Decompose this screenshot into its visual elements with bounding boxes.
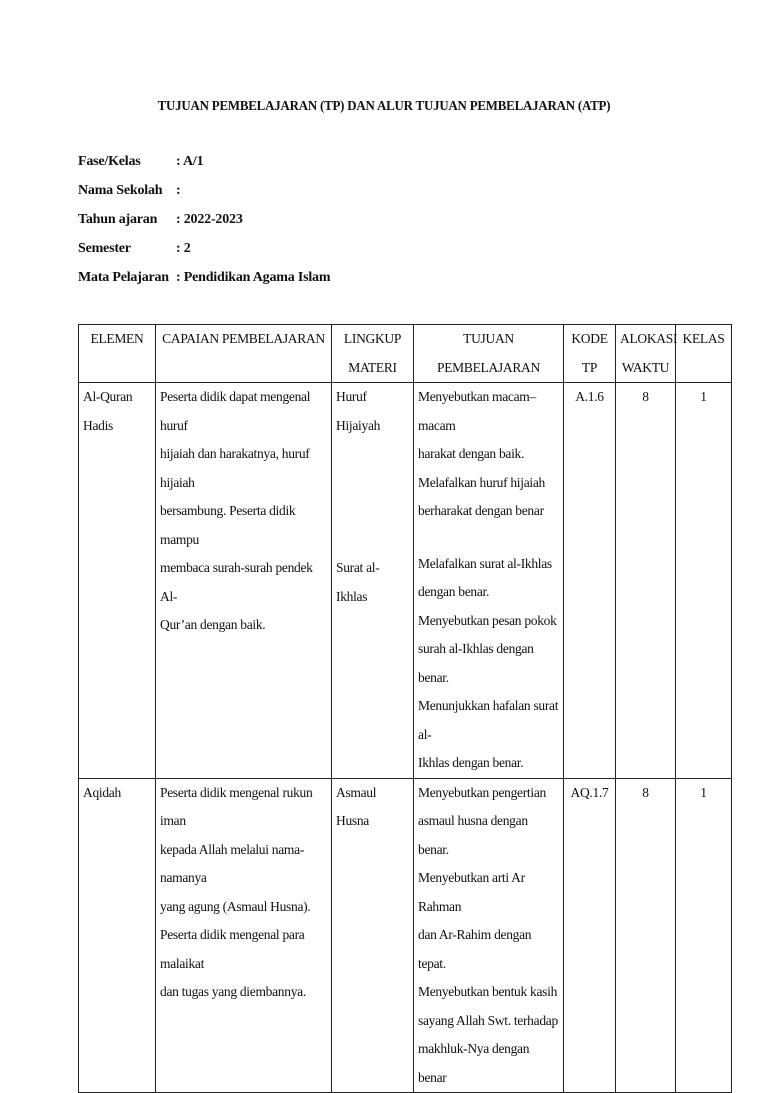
- cell-lingkup: Asmaul Husna: [332, 778, 414, 1093]
- meta-row-semester: [78, 241, 330, 270]
- cell-tujuan: Menyebutkan macam–macam harakat dengan baik. Melafalkan huruf hijaiah berharakat dengan benar Melafalkan surat al-Ikhlas dengan benar. Menyebutkan pesan pokok surah al-Ikhlas dengan benar. Menunjukkan hafalan surat al- Ikhlas dengan benar.: [414, 383, 564, 779]
- meta-label: Tahun ajaran: [78, 212, 158, 227]
- cell-alokasi: 8: [616, 778, 676, 1093]
- meta-label: Fase/Kelas: [78, 154, 141, 169]
- meta-label: Semester: [78, 241, 131, 256]
- meta-value: : Pendidikan Agama Islam: [176, 270, 331, 285]
- header-capaian: CAPAIAN PEMBELAJARAN: [156, 325, 332, 383]
- table-row: [79, 383, 732, 779]
- meta-row-mapel: [78, 270, 330, 299]
- header-kelas: KELAS: [676, 325, 732, 383]
- meta-value: : A/1: [176, 154, 204, 169]
- header-tujuan: TUJUAN PEMBELAJARAN: [414, 325, 564, 383]
- header-elemen: ELEMEN: [79, 325, 156, 383]
- cell-capaian: Peserta didik mengenal rukun iman kepada Allah melalui nama-namanya yang agung (Asmaul Husna). Peserta didik mengenal para malaikat dan tugas yang diembannya.: [156, 778, 332, 1093]
- cell-elemen: Al-Quran Hadis: [79, 383, 156, 779]
- identity-block: [78, 154, 330, 299]
- meta-row-tahun: [78, 212, 330, 241]
- cell-tujuan: Menyebutkan pengertian asmaul husna dengan benar. Menyebutkan arti Ar Rahman dan Ar-Rahim dengan tepat. Menyebutkan bentuk kasih sayang Allah Swt. terhadap makhluk-Nya dengan benar: [414, 778, 564, 1093]
- meta-value: : 2022-2023: [176, 212, 243, 227]
- meta-value: : 2: [176, 241, 191, 256]
- cell-alokasi: 8: [616, 383, 676, 779]
- table-header-row: [79, 325, 732, 383]
- cell-capaian: Peserta didik dapat mengenal huruf hijaiah dan harakatnya, huruf hijaiah bersambung. Peserta didik mampu membaca surah-surah pendek Al- Qur’an dengan baik.: [156, 383, 332, 779]
- atp-table: [78, 324, 732, 1093]
- header-kode: KODE TP: [564, 325, 616, 383]
- cell-lingkup: Huruf Hijaiyah Surat al-Ikhlas: [332, 383, 414, 779]
- meta-row-sekolah: [78, 183, 330, 212]
- header-alokasi: ALOKASI WAKTU: [616, 325, 676, 383]
- cell-elemen: Aqidah: [79, 778, 156, 1093]
- meta-value: :: [176, 183, 181, 198]
- cell-kelas: 1: [676, 778, 732, 1093]
- meta-row-fase: [78, 154, 330, 183]
- table-row: [79, 778, 732, 1093]
- cell-kode: A.1.6: [564, 383, 616, 779]
- header-lingkup: LINGKUP MATERI: [332, 325, 414, 383]
- cell-kelas: 1: [676, 383, 732, 779]
- meta-label: Nama Sekolah: [78, 183, 163, 198]
- meta-label: Mata Pelajaran: [78, 270, 169, 285]
- document-title: TUJUAN PEMBELAJARAN (TP) DAN ALUR TUJUAN PEMBELAJARAN (ATP): [157, 99, 611, 114]
- cell-kode: AQ.1.7: [564, 778, 616, 1093]
